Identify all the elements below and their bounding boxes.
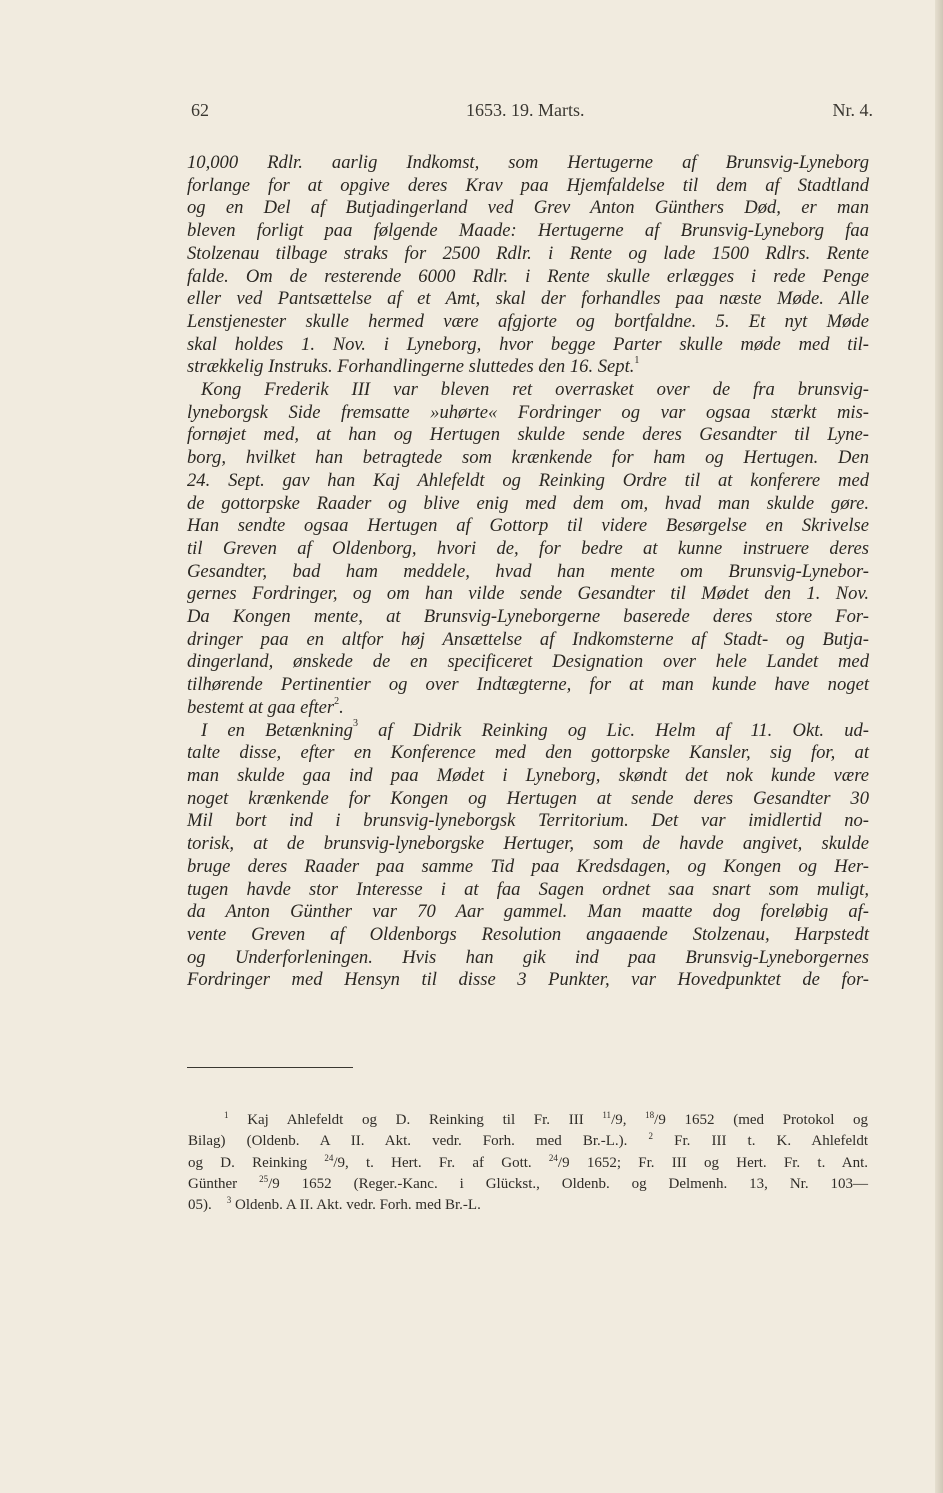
body-line: falde. Om de resterende 6000 Rdlr. i Rente skulle erlægges i rede Penge: [187, 265, 869, 287]
body-line: borg, hvilket han betragtede som krænkende for ham og Hertugen. Den: [187, 447, 869, 469]
body-line: tilhørende Pertinentier og over Indtægterne, for at man kunde have noget: [187, 674, 869, 696]
body-line: Lenstjenester skulle hermed være afgjorte og bortfaldne. 5. Et nyt Møde: [187, 310, 869, 332]
footnote-ref: 2: [334, 695, 340, 707]
body-line: gernes Fordringer, og om han vilde sende Gesandter til Mødet den 1. Nov.: [187, 583, 869, 605]
fraction-den: 9: [272, 1175, 280, 1192]
body-line: noget krænkende for Kongen og Hertugen at sende deres Gesandter 30: [187, 787, 869, 809]
footnote-text: 1652 (med Protokol og: [684, 1112, 869, 1128]
body-line: vente Greven af Oldenborgs Resolution angaaende Stolzenau, Harpstedt: [187, 923, 869, 945]
body-line: talte disse, efter en Konference med den gottorpske Kansler, sig for, at: [187, 742, 869, 764]
running-header: [191, 100, 873, 130]
fraction-num: 18: [645, 1110, 655, 1120]
fraction-num: 24: [324, 1152, 334, 1163]
body-line: bruge deres Raader paa samme Tid paa Kredsdagen, og Kongen og Her-: [187, 855, 869, 877]
footnote-text: og D. Reinking: [188, 1154, 308, 1171]
body-line-text: bestemt at gaa efter: [187, 696, 335, 718]
body-line: og en Del af Butjadingerland ved Grev Anton Günthers Død, er man: [187, 197, 869, 219]
footnote-line: $^1$ Kaj Ahlefeldt og D. Reinking til Fr. III $^{11}$/9, $^{18}$/9 1652 (med Protokol og: [224, 1110, 869, 1128]
body-line: til Greven af Oldenborg, hvori de, for bedre at kunne instruere deres: [187, 537, 869, 559]
body-line: man skulde gaa ind paa Mødet i Lyneborg, skøndt det nok kunde være: [187, 764, 869, 786]
body-line: Kong Frederik III var bleven ret overrasket over de fra brunsvig-: [201, 379, 869, 401]
body-line: skal holdes 1. Nov. i Lyneborg, hvor begge Parter skulle møde med til-: [187, 333, 869, 355]
page-number: 62: [191, 100, 209, 120]
body-line: Stolzenau tilbage straks for 2500 Rdlr. i Rente og lade 1500 Rdlrs. Rente: [187, 242, 869, 264]
period: .: [339, 696, 344, 718]
body-line: 24. Sept. gav han Kaj Ahlefeldt og Reinking Ordre til at konferere med: [187, 469, 869, 491]
body-line: Han sendte ogsaa Hertugen af Gottorp til videre Besørgelse en Skrivelse: [187, 515, 869, 537]
body-text: [187, 152, 869, 992]
footnote-line: [188, 1131, 868, 1152]
footnote-text: Oldenb. A II. Akt. vedr. Forh. med Br.-L.: [235, 1197, 481, 1214]
header-date: 1653. 19. Marts.: [466, 100, 585, 120]
body-line: tugen havde stor Interesse i at faa Sagen ordnet saa snart som muligt,: [187, 878, 869, 900]
footnote-mark: 1: [224, 1110, 229, 1120]
body-line: Gesandter, bad ham meddele, hvad han mente om Brunsvig-Lynebor-: [187, 560, 869, 582]
footnote-ref: 1: [634, 355, 640, 367]
body-line: fornøjet med, at han og Hertugen skulde sende deres Gesandter til Lyne-: [187, 424, 869, 446]
footnote-mark: 3: [226, 1195, 232, 1206]
footnote-line: [188, 1195, 868, 1216]
body-line: Mil bort ind i brunsvig-lyneborgsk Territorium. Det var imidlertid no-: [187, 810, 869, 832]
body-line: forlange for at opgive deres Krav paa Hjemfaldelse til dem af Stadtland: [187, 174, 869, 196]
body-line-text: af Didrik Reinking og Lic. Helm af 11. Okt. ud-: [357, 719, 869, 741]
body-line: [187, 356, 869, 379]
body-line: bleven forligt paa følgende Maade: Hertugerne af Brunsvig-Lyneborg faa: [187, 220, 869, 242]
footnote-line: Günther $^{25}$/9 1652 (Reger.-Kanc. i Glückst., Oldenb. og Delmenh. 13, Nr. 103—: [188, 1173, 869, 1192]
footnote-rule: [187, 1067, 353, 1068]
body-line: og Underforleningen. Hvis han gik ind paa Brunsvig-Lyneborgernes: [187, 946, 869, 968]
body-line: torisk, at de brunsvig-lyneborgske Hertuger, som de havde angivet, skulde: [187, 833, 869, 855]
body-line: Fordringer med Hensyn til disse 3 Punkter, var Hovedpunktet de for-: [187, 969, 869, 991]
body-line: dingerland, ønskede de en specificeret Designation over hele Landet med: [187, 651, 869, 673]
page-edge: [935, 0, 943, 1493]
fraction-num: 25: [259, 1173, 269, 1184]
fraction-den: 9: [658, 1112, 666, 1128]
footnote-text: Kaj Ahlefeldt og D. Reinking til Fr. III: [247, 1112, 584, 1128]
footnote-text: 1652 (Reger.-Kanc. i Glückst., Oldenb. og Delmenh. 13, Nr. 103—: [301, 1175, 869, 1192]
footnote-text: Bilag) (Oldenb. A II. Akt. vedr. Forh. med Br.-L.).: [188, 1133, 628, 1150]
fraction-num: 11: [602, 1110, 612, 1120]
document-number: Nr. 4.: [832, 100, 873, 120]
fraction-den: 9: [615, 1112, 623, 1128]
body-line-text: I en Betænkning: [201, 719, 353, 741]
footnote-text: 1652; Fr. III og Hert. Fr. t. Ant.: [586, 1154, 869, 1171]
footnote-line: og D. Reinking $^{24}$/9, t. Hert. Fr. af Gott. $^{24}$/9 1652; Fr. III og Hert. Fr. t. Ant.: [188, 1152, 869, 1171]
body-line: dringer paa en altfor høj Ansættelse af Indkomsterne af Stadt- og Butja-: [187, 628, 869, 650]
footnote-text: , t. Hert. Fr. af Gott.: [345, 1154, 532, 1171]
fraction-num: 24: [548, 1152, 558, 1163]
footnote-ref: 3: [352, 718, 358, 730]
footnote-text: 05).: [188, 1197, 212, 1214]
footnote-text: Günther: [188, 1175, 238, 1192]
footnote-text: Fr. III t. K. Ahlefeldt: [674, 1133, 869, 1150]
body-line: [187, 720, 869, 743]
body-line: Da Kongen mente, at Brunsvig-Lyneborgerne baserede deres store For-: [187, 606, 869, 628]
body-line: [187, 697, 869, 720]
body-line: eller ved Pantsættelse af et Amt, skal der forhandles paa næste Møde. Alle: [187, 288, 869, 310]
body-line: de gottorpske Raader og blive enig med dem om, hvad man skulde gøre.: [187, 492, 869, 514]
body-line: lyneborgsk Side fremsatte »uhørte« Fordringer og var ogsaa stærkt mis-: [187, 401, 869, 423]
body-line-text: strækkelig Instruks. Forhandlingerne sluttedes den 16. Sept.: [187, 356, 635, 378]
footnote-mark: 2: [648, 1131, 654, 1142]
fraction-den: 9: [562, 1154, 570, 1171]
fraction-den: 9: [337, 1154, 346, 1171]
footnotes: [188, 1110, 868, 1216]
body-line: 10,000 Rdlr. aarlig Indkomst, som Hertugerne af Brunsvig-Lyneborg: [187, 152, 869, 173]
body-line: da Anton Günther var 70 Aar gammel. Man maatte dog foreløbig af-: [187, 901, 869, 923]
